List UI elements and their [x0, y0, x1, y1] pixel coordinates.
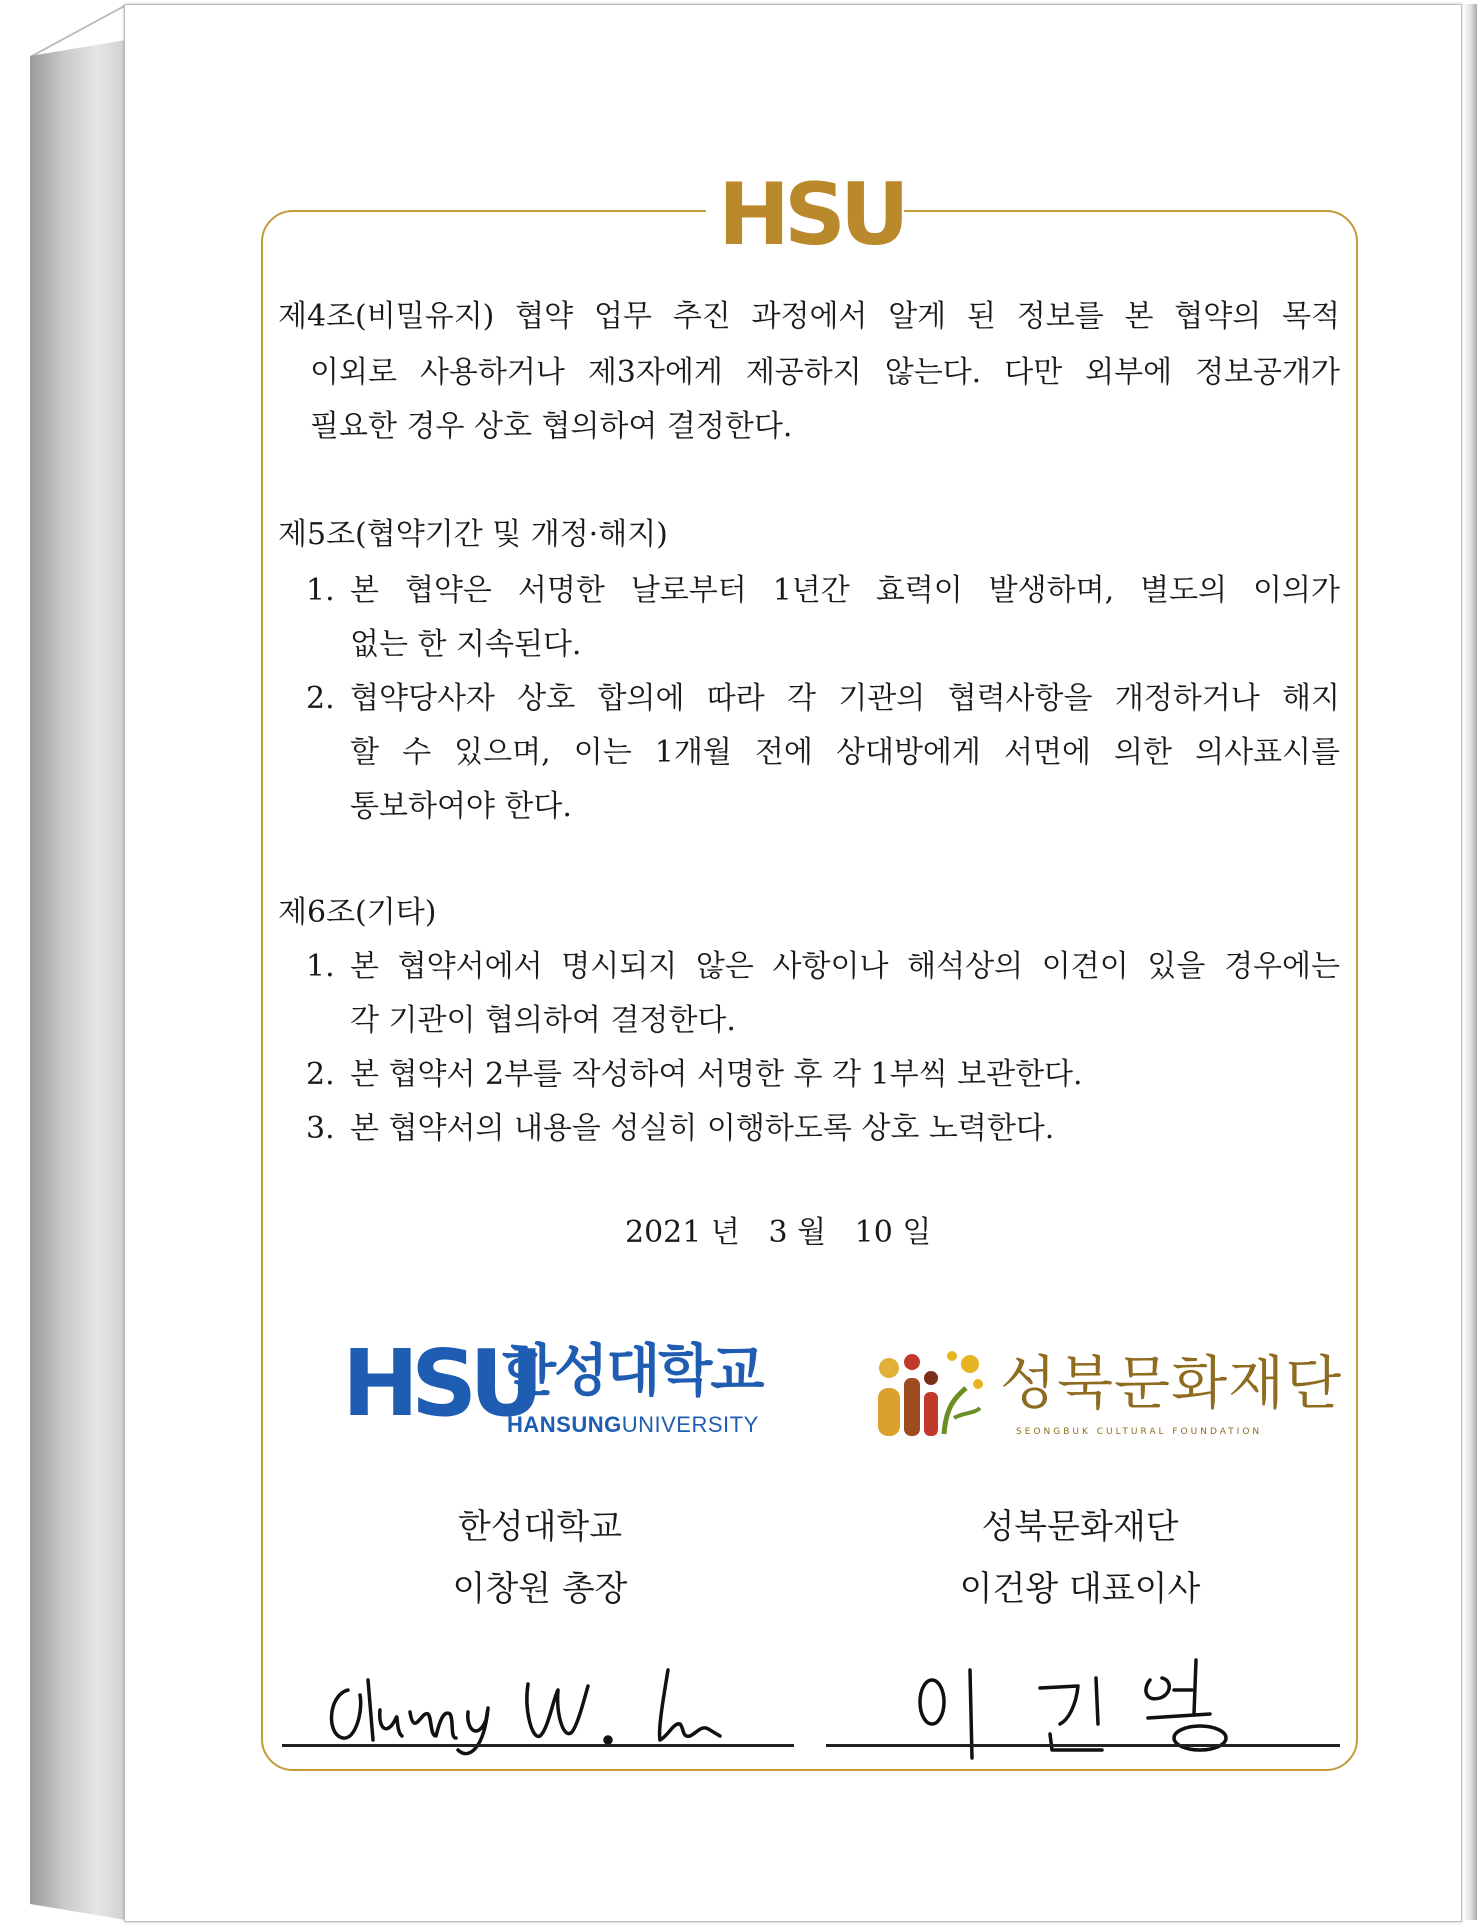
signature-line-hansung [282, 1744, 794, 1747]
hsu-logo-english-bold: HANSUNG [507, 1412, 622, 1437]
signature-line-seongbuk [826, 1744, 1340, 1747]
book-spine-edge [30, 40, 126, 1920]
agreement-date: 2021 년 3 월 10 일 [625, 1215, 932, 1250]
article5-title: 제5조(협약기간 및 개정·해지) [278, 517, 668, 552]
article5-item1-line2: 없는 한 지속된다. [350, 627, 582, 662]
signatory1-org: 한성대학교 [457, 1507, 623, 1547]
hsu-logo-mark: HSU [342, 1330, 536, 1437]
page-right-edge [1463, 4, 1477, 1920]
article4-line-1: 제4조(비밀유지) 협약 업무 추진 과정에서 알게 된 정보를 본 협약의 목적 [278, 299, 1340, 334]
article5-item1-line1: 본 협약은 서명한 날로부터 1년간 효력이 발생하며, 별도의 이의가 [350, 573, 1340, 608]
article6-item2-line1: 본 협약서 2부를 작성하여 서명한 후 각 1부씩 보관한다. [350, 1057, 1083, 1092]
article5-item2-number: 2. [306, 681, 335, 716]
article4-line-3: 필요한 경우 상호 협의하여 결정한다. [310, 409, 793, 444]
seongbuk-logo-english: SEONGBUK CULTURAL FOUNDATION [1016, 1427, 1263, 1437]
signatory2-person: 이건왕 대표이사 [959, 1569, 1201, 1609]
article5-item2-line2: 할 수 있으며, 이는 1개월 전에 상대방에게 서면에 의한 의사표시를 [350, 735, 1340, 770]
hsu-logo-english [507, 1414, 759, 1436]
article5-item2-line3: 통보하여야 한다. [350, 789, 572, 824]
article6-item1-line2: 각 기관이 협의하여 결정한다. [350, 1003, 736, 1038]
signatory1-person: 이창원 총장 [452, 1569, 628, 1609]
article6-item1-number: 1. [306, 949, 335, 984]
article6-item3-number: 3. [306, 1111, 335, 1146]
article4-line-2: 이외로 사용하거나 제3자에게 제공하지 않는다. 다만 외부에 정보공개가 [310, 355, 1340, 390]
article6-item2-number: 2. [306, 1057, 335, 1092]
article6-item1-line1: 본 협약서에서 명시되지 않은 사항이나 해석상의 이견이 있을 경우에는 [350, 949, 1340, 984]
article6-item3-line1: 본 협약서의 내용을 성실히 이행하도록 상호 노력한다. [350, 1111, 1055, 1146]
article6-title: 제6조(기타) [278, 895, 437, 930]
signatory2-org: 성북문화재단 [981, 1507, 1179, 1547]
hsu-logo-english-rest: UNIVERSITY [621, 1412, 759, 1437]
article5-item1-number: 1. [306, 573, 335, 608]
seongbuk-emblem-icon [874, 1348, 986, 1440]
seongbuk-logo-korean: 성북문화재단 [1000, 1349, 1343, 1417]
article5-item2-line1: 협약당사자 상호 합의에 따라 각 기관의 협력사항을 개정하거나 해지 [350, 681, 1340, 716]
hsu-header-logo: HSU [718, 165, 904, 265]
signature-hansung [318, 1640, 738, 1760]
hsu-logo-korean: 한성대학교 [502, 1339, 763, 1404]
